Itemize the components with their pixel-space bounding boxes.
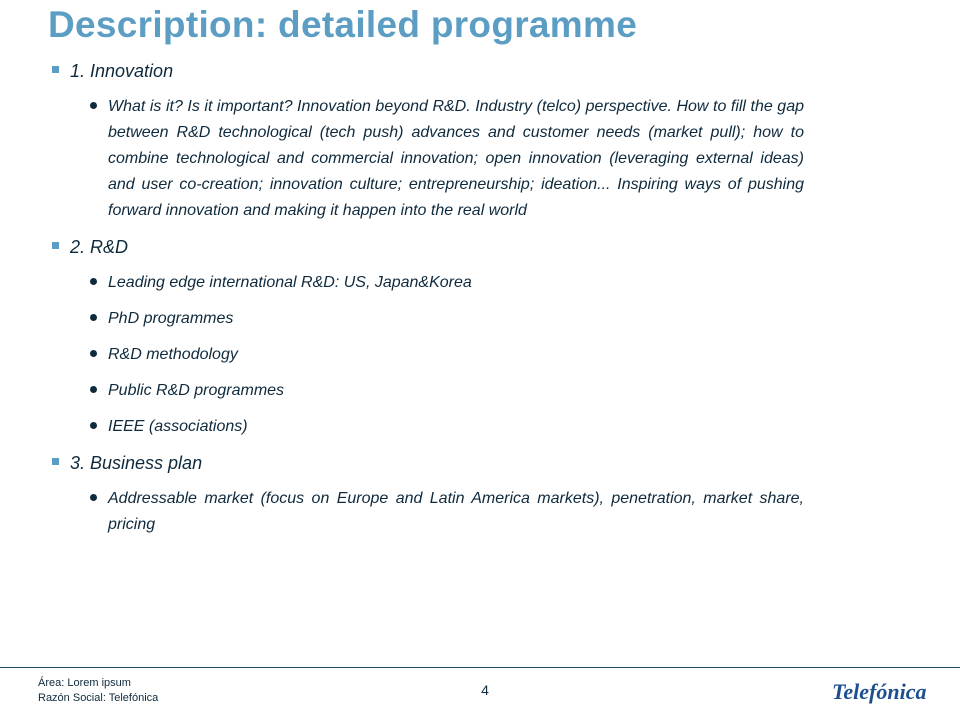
footer-company: Razón Social: Telefónica — [38, 692, 159, 704]
section-label: 2. R&D — [70, 237, 129, 257]
section-label: 1. Innovation — [70, 61, 174, 81]
section-business-plan — [52, 450, 804, 538]
section-rd — [52, 234, 804, 440]
list-item — [90, 342, 804, 368]
slide-content — [52, 58, 804, 548]
section-heading — [52, 450, 804, 476]
list-item-text: Leading edge international R&D: US, Japan&Korea — [108, 274, 472, 291]
list-item — [90, 94, 804, 224]
square-bullet-icon — [52, 242, 59, 249]
logo-wordmark: Telefónica — [832, 679, 927, 704]
round-bullet-icon — [90, 278, 97, 285]
telefonica-logo — [828, 670, 940, 710]
square-bullet-icon — [52, 458, 59, 465]
list-item — [90, 486, 804, 538]
section-heading — [52, 58, 804, 84]
slide-title: Description: detailed programme — [48, 4, 638, 45]
round-bullet-icon — [90, 102, 97, 109]
square-bullet-icon — [52, 66, 59, 73]
round-bullet-icon — [90, 494, 97, 501]
round-bullet-icon — [90, 350, 97, 357]
footer-area: Área: Lorem ipsum — [38, 677, 131, 689]
list-item-text: What is it? Is it important? Innovation beyond R&D. Industry (telco) perspective. How to fill the gap between R&D technological (tech push) advances and customer needs (market pull); how to combine technological and commercial innovation; open innovation (leveraging external ideas) and user co-creation; innovation culture; entrepreneurship; ideation... Inspiring ways of pushing forward innovation and making it happen into the real world — [108, 98, 804, 219]
section-innovation — [52, 58, 804, 224]
bullet-list — [52, 270, 804, 440]
footer-divider — [0, 667, 960, 668]
round-bullet-icon — [90, 422, 97, 429]
list-item-text: PhD programmes — [108, 310, 234, 327]
list-item — [90, 306, 804, 332]
list-item — [90, 378, 804, 404]
footer-info — [38, 676, 158, 706]
section-label: 3. Business plan — [70, 453, 203, 473]
list-item-text: Addressable market (focus on Europe and Latin America markets), penetration, market share, pricing — [108, 490, 804, 533]
round-bullet-icon — [90, 314, 97, 321]
section-heading — [52, 234, 804, 260]
round-bullet-icon — [90, 386, 97, 393]
list-item — [90, 414, 804, 440]
list-item — [90, 270, 804, 296]
bullet-list — [52, 486, 804, 538]
bullet-list — [52, 94, 804, 224]
list-item-text: IEEE (associations) — [108, 418, 248, 435]
page-number: 4 — [481, 682, 489, 698]
list-item-text: R&D methodology — [108, 346, 238, 363]
list-item-text: Public R&D programmes — [108, 382, 285, 399]
